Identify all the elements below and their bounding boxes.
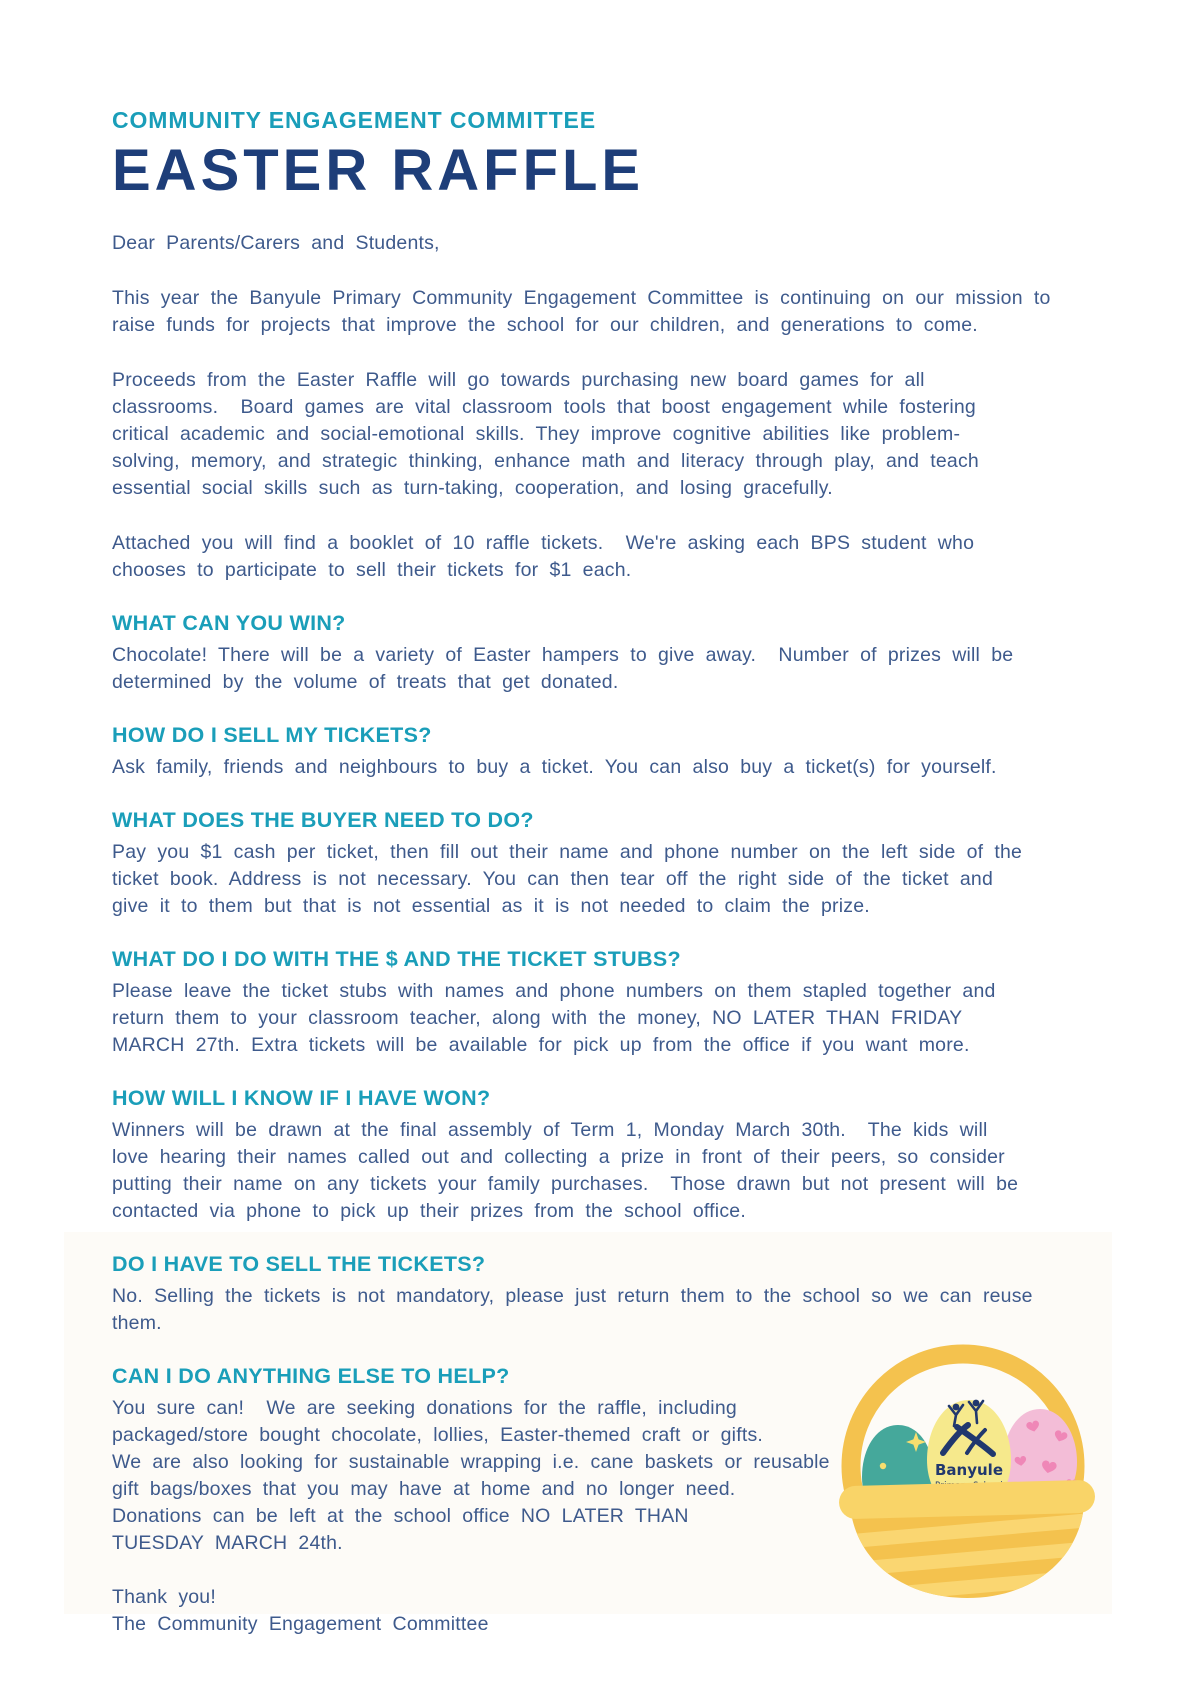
faq-section-buyer xyxy=(112,807,1112,920)
paragraph-line: determined by the volume of treats that get donated. xyxy=(112,671,619,693)
paragraph-line: Please leave the ticket stubs with names and phone numbers on them stapled together and xyxy=(112,980,996,1002)
section-heading: WHAT CAN YOU WIN? xyxy=(112,611,346,635)
intro-paragraph-1 xyxy=(112,285,1112,339)
paragraph-line: You sure can! We are seeking donations for the raffle, including xyxy=(112,1397,737,1419)
paragraph-line: We are also looking for sustainable wrapping i.e. cane baskets or reusable xyxy=(112,1451,830,1473)
paragraph-line: Chocolate! There will be a variety of Easter hampers to give away. Number of prizes will be xyxy=(112,644,1014,666)
paragraph-line: solving, memory, and strategic thinking, enhance math and literacy through play, and teach xyxy=(112,450,979,472)
section-heading: DO I HAVE TO SELL THE TICKETS? xyxy=(112,1252,486,1276)
paragraph-line: TUESDAY MARCH 24th. xyxy=(112,1532,343,1554)
paragraph-line: raise funds for projects that improve the school for our children, and generations to come. xyxy=(112,314,978,336)
section-heading: WHAT DOES THE BUYER NEED TO DO? xyxy=(112,808,534,832)
paragraph-line: essential social skills such as turn-taking, cooperation, and losing gracefully. xyxy=(112,477,833,499)
paragraph-line: putting their name on any tickets your family purchases. Those drawn but not present will be xyxy=(112,1173,1019,1195)
paragraph-line: contacted via phone to pick up their prizes from the school office. xyxy=(112,1200,746,1222)
paragraph-line: chooses to participate to sell their tickets for $1 each. xyxy=(112,559,632,581)
intro-paragraph-2 xyxy=(112,367,1112,502)
paragraph-line: packaged/store bought chocolate, lollies, Easter-themed craft or gifts. xyxy=(112,1424,764,1446)
paragraph-line: Attached you will find a booklet of 10 raffle tickets. We're asking each BPS student who xyxy=(112,532,975,554)
letter-content xyxy=(112,0,1112,1638)
paragraph-line: This year the Banyule Primary Community Engagement Committee is continuing on our mission to xyxy=(112,287,1051,309)
paragraph-line: critical academic and social-emotional skills. They improve cognitive abilities like problem- xyxy=(112,423,961,445)
faq-section-mandatory xyxy=(112,1251,1112,1337)
paragraph-line: ticket book. Address is not necessary. You can then tear off the right side of the ticket and xyxy=(112,868,994,890)
paragraph-line: them. xyxy=(112,1312,162,1334)
page-title: EASTER RAFFLE xyxy=(112,138,645,203)
paragraph-line: MARCH 27th. Extra tickets will be available for pick up from the office if you want more. xyxy=(112,1034,970,1056)
section-heading: HOW DO I SELL MY TICKETS? xyxy=(112,723,432,747)
faq-section-help xyxy=(112,1363,1112,1557)
paragraph-line: No. Selling the tickets is not mandatory, please just return them to the school so we can reuse xyxy=(112,1285,1033,1307)
closing-signature: The Community Engagement Committee xyxy=(112,1613,489,1635)
logo-school-name: Banyule xyxy=(934,1461,1004,1479)
paragraph-line: classrooms. Board games are vital classroom tools that boost engagement while fostering xyxy=(112,396,976,418)
intro-paragraph-3 xyxy=(112,530,1112,584)
paragraph-line: return them to your classroom teacher, along with the money, NO LATER THAN FRIDAY xyxy=(112,1007,963,1029)
section-heading: WHAT DO I DO WITH THE $ AND THE TICKET STUBS? xyxy=(112,947,681,971)
section-heading: CAN I DO ANYTHING ELSE TO HELP? xyxy=(112,1364,510,1388)
paragraph-line: Pay you $1 cash per ticket, then fill out their name and phone number on the left side of the xyxy=(112,841,1023,863)
eyebrow-heading: COMMUNITY ENGAGEMENT COMMITTEE xyxy=(112,107,597,133)
paragraph-line: Winners will be drawn at the final assembly of Term 1, Monday March 30th. The kids will xyxy=(112,1119,988,1141)
faq-section-stubs xyxy=(112,946,1112,1059)
salutation: Dear Parents/Carers and Students, xyxy=(112,232,440,254)
paragraph-line: love hearing their names called out and collecting a prize in front of their peers, so consider xyxy=(112,1146,1005,1168)
section-heading: HOW WILL I KNOW IF I HAVE WON? xyxy=(112,1086,491,1110)
closing-thanks: Thank you! xyxy=(112,1586,216,1608)
faq-section-won xyxy=(112,1085,1112,1225)
paragraph-line: Donations can be left at the school office NO LATER THAN xyxy=(112,1505,689,1527)
paragraph-line: Proceeds from the Easter Raffle will go towards purchasing new board games for all xyxy=(112,369,925,391)
paragraph-line: give it to them but that is not essential as it is not needed to claim the prize. xyxy=(112,895,870,917)
faq-section-win xyxy=(112,610,1112,696)
closing xyxy=(112,1584,1112,1638)
paragraph-line: Ask family, friends and neighbours to buy a ticket. You can also buy a ticket(s) for yourself. xyxy=(112,756,997,778)
faq-section-sell xyxy=(112,722,1112,781)
paragraph-line: gift bags/boxes that you may have at home and no longer need. xyxy=(112,1478,736,1500)
